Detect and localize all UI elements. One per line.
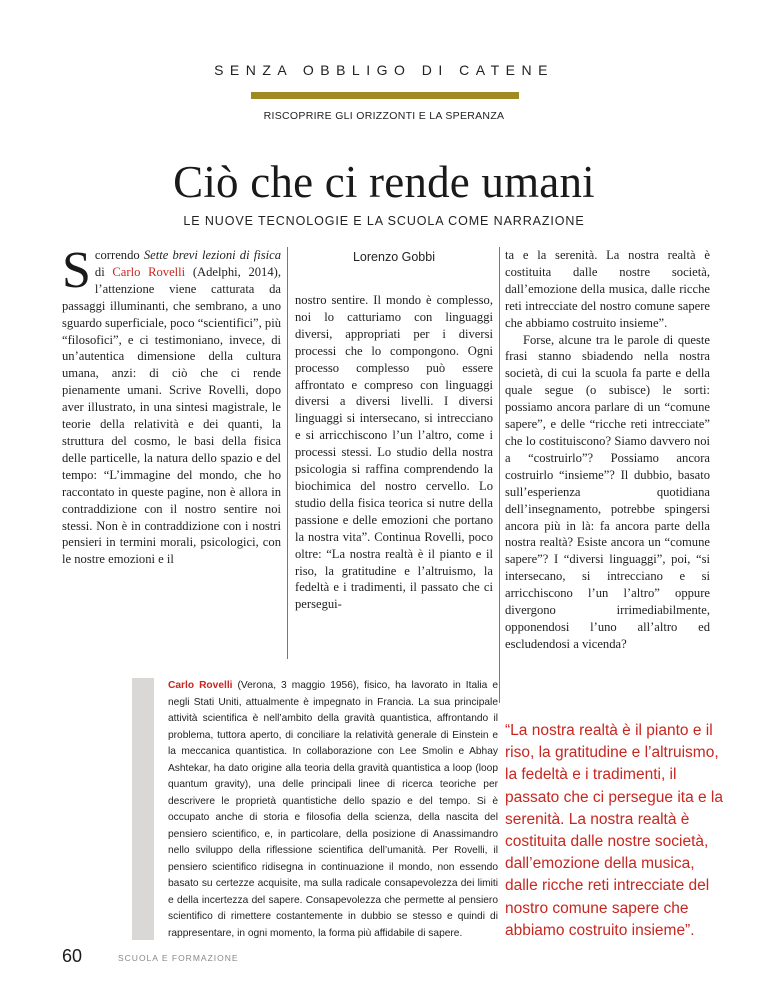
lead-text-c: (Adelphi, 2014), l’attenzione viene catturata da passaggi illuminanti, che sembrano, a uno sguardo superficiale, poco “scientifici”, più “filosofici”, e ci testimoniano, invece, di un’autentica dimensione della cultura umana, anzi: di ciò che ci rende pienamente umani. Scrive Rovelli, dopo aver illustrato, in una sintesi magistrale, le teorie della relatività e dei quanti, la struttura del cosmo, le basi della fisica delle particelle, la natura dello spazio e del tempo: “L’immagine del mondo, che ho raccontato in queste pagine, non è allora in contraddizione con il nostro sentire noi stessi. Non è in contraddizione con i nostri pensieri in termini morali, psicologici, con le nostre emozioni e il (62, 264, 281, 567)
body-column-2 (295, 292, 493, 667)
bio-name: Carlo Rovelli (168, 680, 233, 691)
column-2-text: nostro sentire. Il mondo è complesso, noi lo catturiamo con linguaggi diversi, appropriati per i diversi processi che lo compongono. Ogni processo complesso può essere affrontato e compreso con linguaggi diversi a diversi livelli. I diversi linguaggi si intersecano, si intrecciano e si arricchiscono l’un l’altro, come i processi stessi. Lo studio della nostra psicologia si raffina comprendendo la biochimica del nostro cervello. Lo studio della fisica teorica si nutre della passione e delle emozioni che portano la nostra vita”. Continua Rovelli, poco oltre: “La nostra realtà è il pianto e il riso, la gratitudine e l’altruismo, la fedeltà e i tradimenti, il passato che ci persegui- (295, 293, 493, 612)
column-divider-left (287, 247, 288, 659)
body-column-1 (62, 247, 281, 667)
gold-rule (251, 92, 519, 99)
column-3-paragraph-1: ta e la serenità. La nostra realtà è costituita dalle nostre società, dall’emozione della musica, dalle ricche reti intrecciate del nostro comune sapere che abbiamo costruito insieme”. (505, 248, 710, 330)
page-number: 60 (62, 946, 83, 966)
column-3-paragraph-2: Forse, alcune tra le parole di queste frasi stanno sbiadendo nella nostra società, di cui la scuola fa parte e della quale segue (o subisce) le sorti: possiamo ancora parlare di un “comune sapere”, e delle “ricche reti intrecciate” che lo costituiscono? Siamo davvero noi a “costruirlo”? Possiamo ancora costruirlo “insieme”? Il dubbio, basato sull’esperienza quotidiana dell’insegnamento, potrebbe spingersi ancora più in là: fa ancora parte della nostra realtà? Esiste ancora un “comune sapere”? I “diversi linguaggi”, poi, “si intersecano, si intrecciano e si arricchiscono l’un l’altro” oppure divergono irrimediabilmente, opponendosi l’uno all’altro ed escludendosi a vicenda? (505, 332, 710, 651)
author-byline: Lorenzo Gobbi (352, 250, 435, 264)
book-author-link[interactable]: Carlo Rovelli (112, 264, 186, 279)
series-heading: SENZA OBBLIGO DI CATENE (214, 62, 554, 78)
pull-quote: “La nostra realtà è il pianto e il riso, la gratitudine e l’altruismo, la fedeltà e i tradimenti, il passato che ci persegue ita e la serenità. La nostra realtà è costituita dalle nostre società, dall’emozione della musica, dalle ricche reti intrecciate del nostro comune sapere che abbiamo costruito insieme”. (505, 722, 723, 939)
bio-text: (Verona, 3 maggio 1956), fisico, ha lavorato in Italia e negli Stati Uniti, attualmente è impegnato in Francia. La sua principale attività scientifica è nell’ambito della gravità quantistica, affrontando il problema, tuttora aperto, di conciliare la relatività generale di Einstein e la meccanica quantistica. In collaborazione con Lee Smolin e Abhay Ashtekar, ha dato origine alla teoria della gravità quantistica a loop (loop quantum gravity), una delle principali linee di ricerca teoriche per descrivere le proprietà quantistiche dello spazio e del tempo. Si è occupato anche di storia e filosofia della scienza, della nascita del pensiero scientifico, e, in particolare, della posizione di Anassimandro nello sviluppo della riflessione scientifica dell’umanità. Per Rovelli, il pensiero scientifico ridisegna in continuazione il mondo, non essendo basato su certezze acquisite, ma sulla radicale consapevolezza dei limiti e della incertezza del sapere. Consapevolezza che permette al pensiero scientifico di rimettere costantemente in dubbio se stesso e quindi di rappresentare, in ogni momento, la forma più affidabile di sapere. (168, 680, 498, 939)
article-title: Ciò che ci rende umani (173, 157, 595, 207)
lead-text-a: correndo (94, 248, 144, 262)
article-subtitle: LE NUOVE TECNOLOGIE E LA SCUOLA COME NARRAZIONE (183, 214, 585, 228)
kicker: RISCOPRIRE GLI ORIZZONTI E LA SPERANZA (263, 110, 505, 122)
book-title: Sette brevi lezioni di fisica (143, 248, 281, 262)
lead-text-b: di (94, 264, 113, 279)
body-column-3 (505, 247, 710, 707)
bio-box (168, 678, 498, 946)
section-name: SCUOLA E FORMAZIONE (118, 953, 239, 963)
bio-accent-bar (132, 678, 154, 940)
drop-cap: S (62, 247, 91, 299)
column-divider-right (499, 247, 500, 703)
